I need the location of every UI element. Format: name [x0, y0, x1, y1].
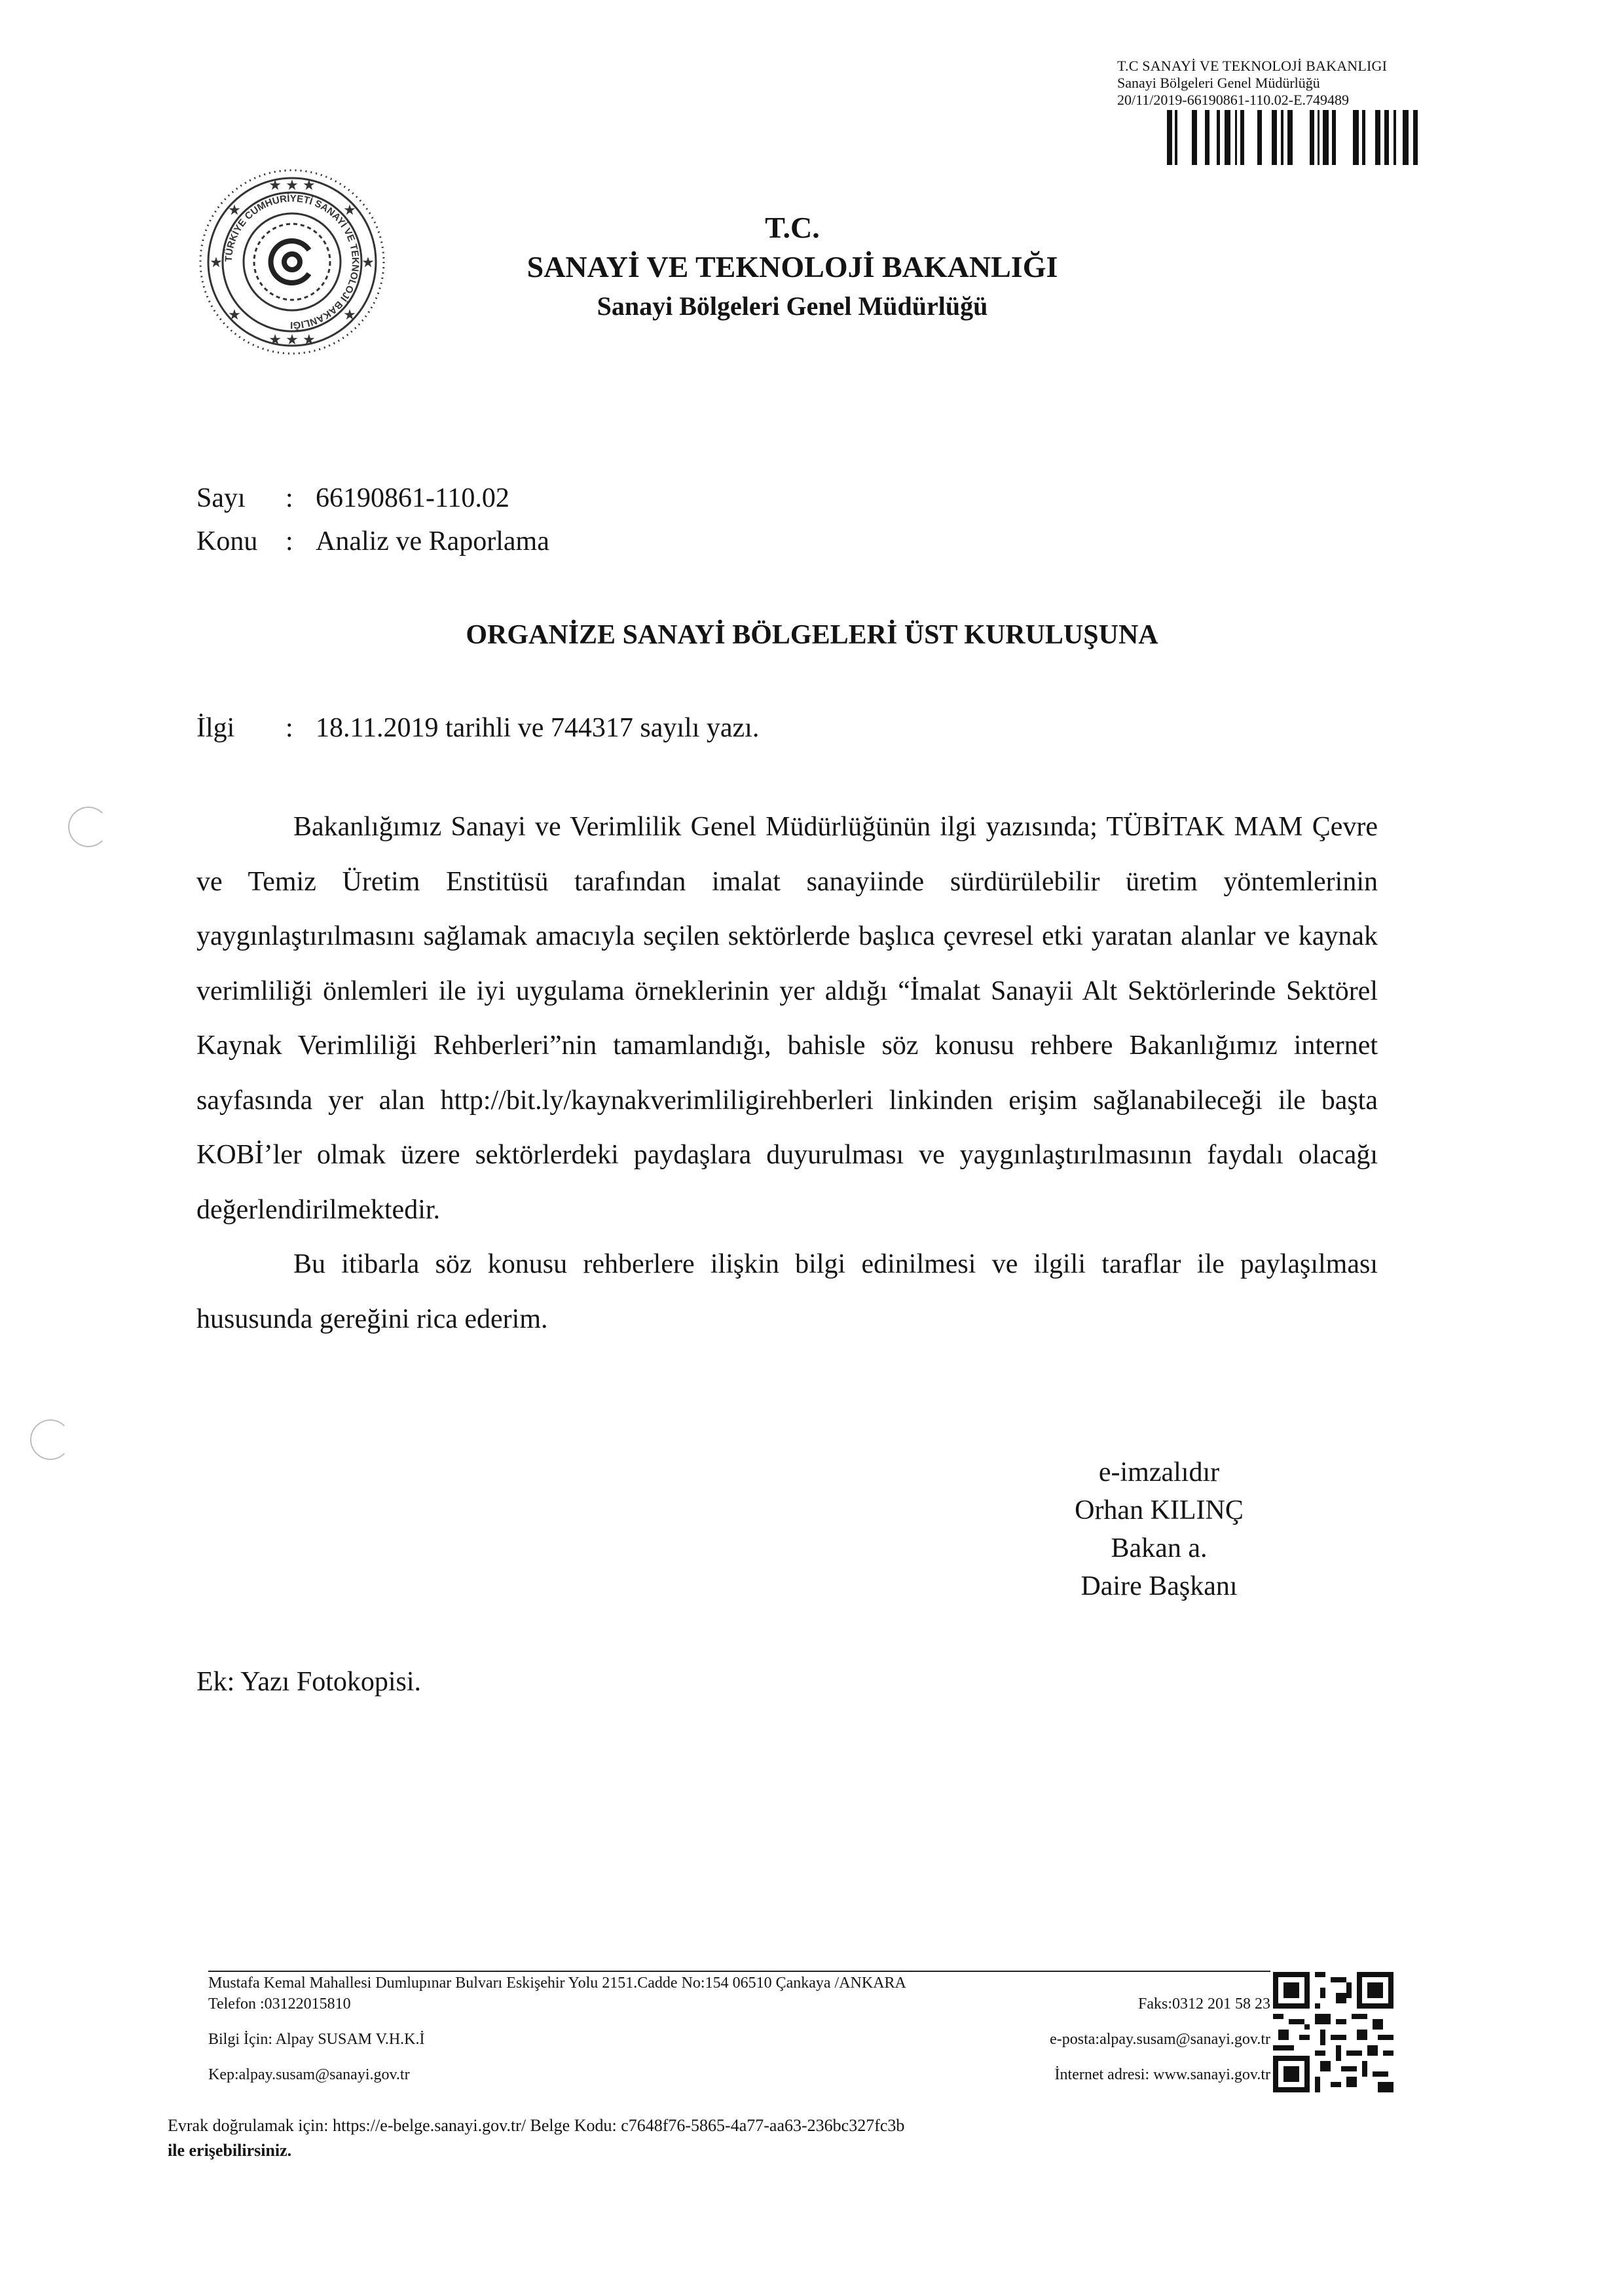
konu-separator: :	[286, 526, 293, 556]
qr-code-icon	[1273, 1971, 1393, 2094]
barcode-icon	[1167, 110, 1422, 165]
header-directorate: Sanayi Bölgeleri Genel Müdürlüğü	[597, 291, 988, 321]
footer-divider	[208, 1971, 1270, 1972]
footer-website[interactable]: İnternet adresi: www.sanayi.gov.tr	[1054, 2066, 1270, 2083]
signatory-name: Orhan KILINÇ	[1075, 1495, 1244, 1525]
ilgi-row	[196, 712, 759, 744]
header-tc: T.C.	[765, 211, 820, 244]
ilgi-value: 18.11.2019 tarihli ve 744317 sayılı yazı.	[316, 713, 760, 743]
ilgi-label: İlgi	[196, 713, 235, 743]
registry-stamp	[1117, 58, 1458, 109]
body-paragraph-2: Bu itibarla söz konusu rehberlere ilişkin bilgi edinilmesi ve ilgili taraflar ile paylaşılması hususunda gereğini rica ederim.	[196, 1249, 1378, 1334]
footer-address: Mustafa Kemal Mahallesi Dumlupınar Bulvarı Eskişehir Yolu 2151.Cadde No:154 06510 Çankaya /ANKARA	[208, 1975, 906, 1992]
verification-note	[168, 2113, 904, 2163]
ilgi-separator: :	[286, 713, 293, 743]
document-meta	[196, 477, 549, 563]
body-paragraph-1: Bakanlığımız Sanayi ve Verimlilik Genel Müdürlüğünün ilgi yazısında; TÜBİTAK MAM Çevre ve Temiz Üretim Enstitüsü tarafından imalat sanayiinde sürdürülebilir üretim yöntemlerinin yaygınlaştırılmasını sağlamak amacıyla seçilen sektörlerde başlıca çevresel etki yaratan alanlar ve kaynak verimliliği önlemleri ile iyi uygulama örneklerinin yer aldığı “İmalat Sanayii Alt Sektörlerinde Sektörel Kaynak Verimliliği Rehberleri”nin tamamlandığı, bahisle söz konusu rehbere Bakanlığımız internet sayfasında yer alan http://bit.ly/kaynakverimliligirehberleri linkinden erişim sağlanabileceği ile başta KOBİ’ler olmak üzere sektörlerdeki paydaşlara duyurulması ve yaygınlaştırılmasının faydalı olacağı değerlendirilmektedir.	[196, 812, 1378, 1225]
svg-text:★: ★	[228, 306, 241, 323]
svg-text:★: ★	[361, 254, 375, 270]
letterhead	[354, 208, 1231, 326]
stamp-line-2: Sanayi Bölgeleri Genel Müdürlüğü	[1117, 75, 1320, 91]
signature-status: e-imzalıdır	[1098, 1457, 1220, 1487]
svg-text:★: ★	[228, 202, 241, 218]
verification-suffix: ile erişebilirsiniz.	[168, 2141, 292, 2160]
seal-ring-text: TÜRKİYE CUMHURİYETİ SANAYİ VE TEKNOLOJİ BAKANLIĞI	[223, 192, 361, 331]
punch-hole-mark	[68, 807, 109, 847]
sayi-row	[196, 477, 549, 520]
stamp-line-3: 20/11/2019-66190861-110.02-E.749489	[1117, 92, 1350, 108]
sayi-separator: :	[286, 483, 293, 513]
signatory-on-behalf: Bakan a.	[1111, 1533, 1208, 1563]
footer-kep[interactable]: Kep:alpay.susam@sanayi.gov.tr	[208, 2066, 410, 2083]
konu-label: Konu	[196, 526, 258, 556]
letter-body	[196, 800, 1378, 1347]
footer-email[interactable]: e-posta:alpay.susam@sanayi.gov.tr	[1050, 2031, 1270, 2048]
footer-fax: Faks:0312 201 58 23	[1137, 1995, 1270, 2013]
sayi-label: Sayı	[196, 483, 246, 513]
punch-hole-mark	[30, 1419, 71, 1460]
sayi-value: 66190861-110.02	[316, 483, 509, 513]
konu-row	[196, 520, 549, 563]
signature-block	[1022, 1453, 1297, 1605]
svg-text:★ ★ ★: ★ ★ ★	[268, 177, 316, 193]
stamp-line-1: T.C SANAYİ VE TEKNOLOJİ BAKANLIGI	[1117, 58, 1388, 74]
recipient-heading: ORGANİZE SANAYİ BÖLGELERİ ÜST KURULUŞUNA	[466, 620, 1158, 650]
signatory-title: Daire Başkanı	[1080, 1571, 1238, 1601]
footer-info-contact: Bilgi İçin: Alpay SUSAM V.H.K.İ	[208, 2031, 425, 2048]
svg-text:★: ★	[343, 306, 356, 323]
header-ministry: SANAYİ VE TEKNOLOJİ BAKANLIĞI	[526, 250, 1058, 283]
konu-value: Analiz ve Raporlama	[316, 526, 549, 556]
footer-phone: Telefon :03122015810	[208, 1995, 351, 2013]
attachment-note: Ek: Yazı Fotokopisi.	[196, 1667, 422, 1697]
verification-link-line[interactable]: Evrak doğrulamak için: https://e-belge.sanayi.gov.tr/ Belge Kodu: c7648f76-5865-4a77-aa63-236bc327fc3b	[168, 2116, 905, 2135]
footer	[208, 1971, 1270, 2086]
svg-text:★: ★	[343, 202, 356, 218]
svg-text:★ ★ ★: ★ ★ ★	[268, 331, 316, 348]
svg-text:★: ★	[210, 254, 223, 270]
